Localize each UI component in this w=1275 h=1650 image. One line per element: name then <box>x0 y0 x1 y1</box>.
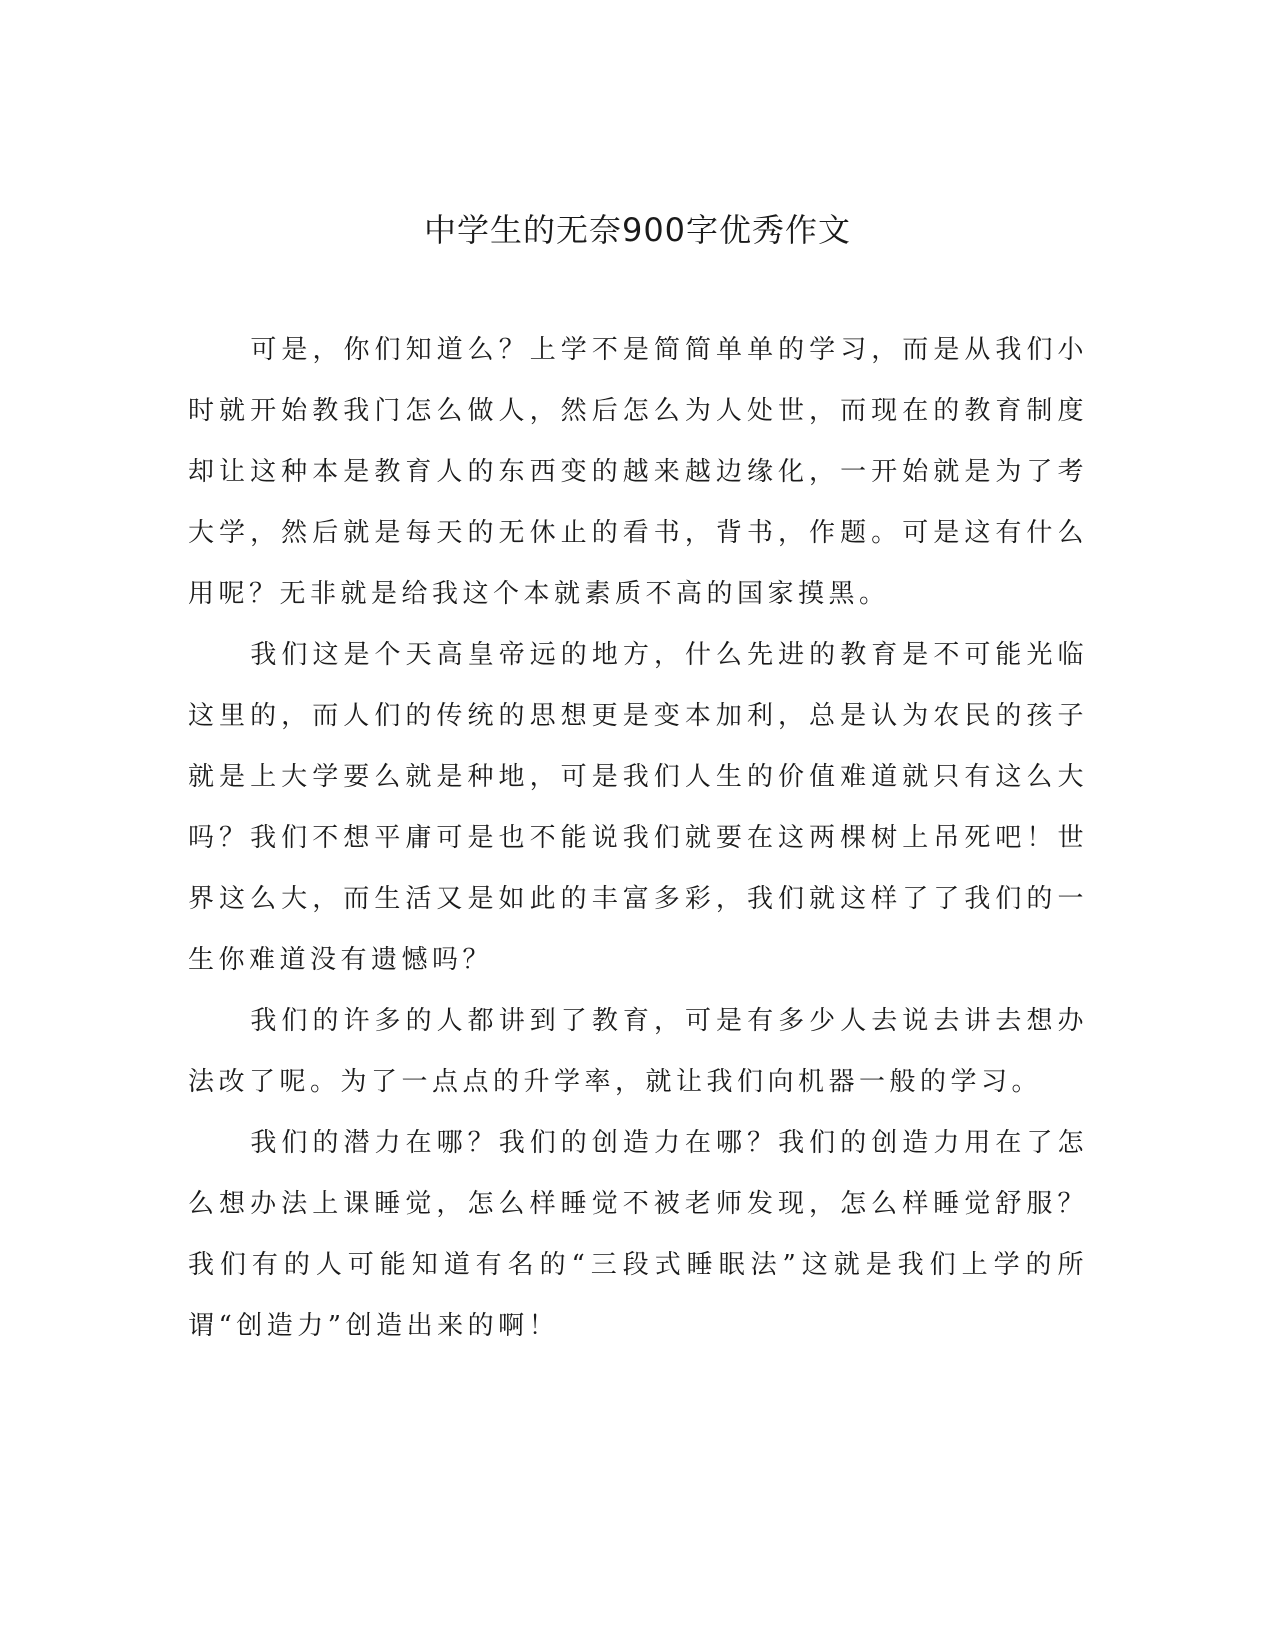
paragraph-3: 我们的许多的人都讲到了教育，可是有多少人去说去讲去想办法改了呢。为了一点点的升学率，就让我们向机器一般的学习。 <box>188 1006 1088 1097</box>
paragraph-1: 可是，你们知道么？上学不是简简单单的学习，而是从我们小时就开始教我门怎么做人，然后怎么为人处世，而现在的教育制度却让这种本是教育人的东西变的越来越边缘化，一开始就是为了考大学，然后就是每天的无休止的看书，背书，作题。可是这有什么用呢？无非就是给我这个本就素质不高的国家摸黑。 <box>188 335 1088 609</box>
paragraph-4: 我们的潜力在哪？我们的创造力在哪？我们的创造力用在了怎么想办法上课睡觉，怎么样睡觉不被老师发现，怎么样睡觉舒服？我们有的人可能知道有名的“三段式睡眠法”这就是我们上学的所谓“创造力”创造出来的啊！ <box>188 1128 1088 1341</box>
document-title: 中学生的无奈900字优秀作文 <box>423 211 852 249</box>
paragraph-2: 我们这是个天高皇帝远的地方，什么先进的教育是不可能光临这里的，而人们的传统的思想更是变本加利，总是认为农民的孩子就是上大学要么就是种地，可是我们人生的价值难道就只有这么大吗？我们不想平庸可是也不能说我们就要在这两棵树上吊死吧！世界这么大，而生活又是如此的丰富多彩，我们就这样了了我们的一生你难道没有遗憾吗？ <box>188 640 1088 975</box>
document-body <box>188 320 1088 1357</box>
